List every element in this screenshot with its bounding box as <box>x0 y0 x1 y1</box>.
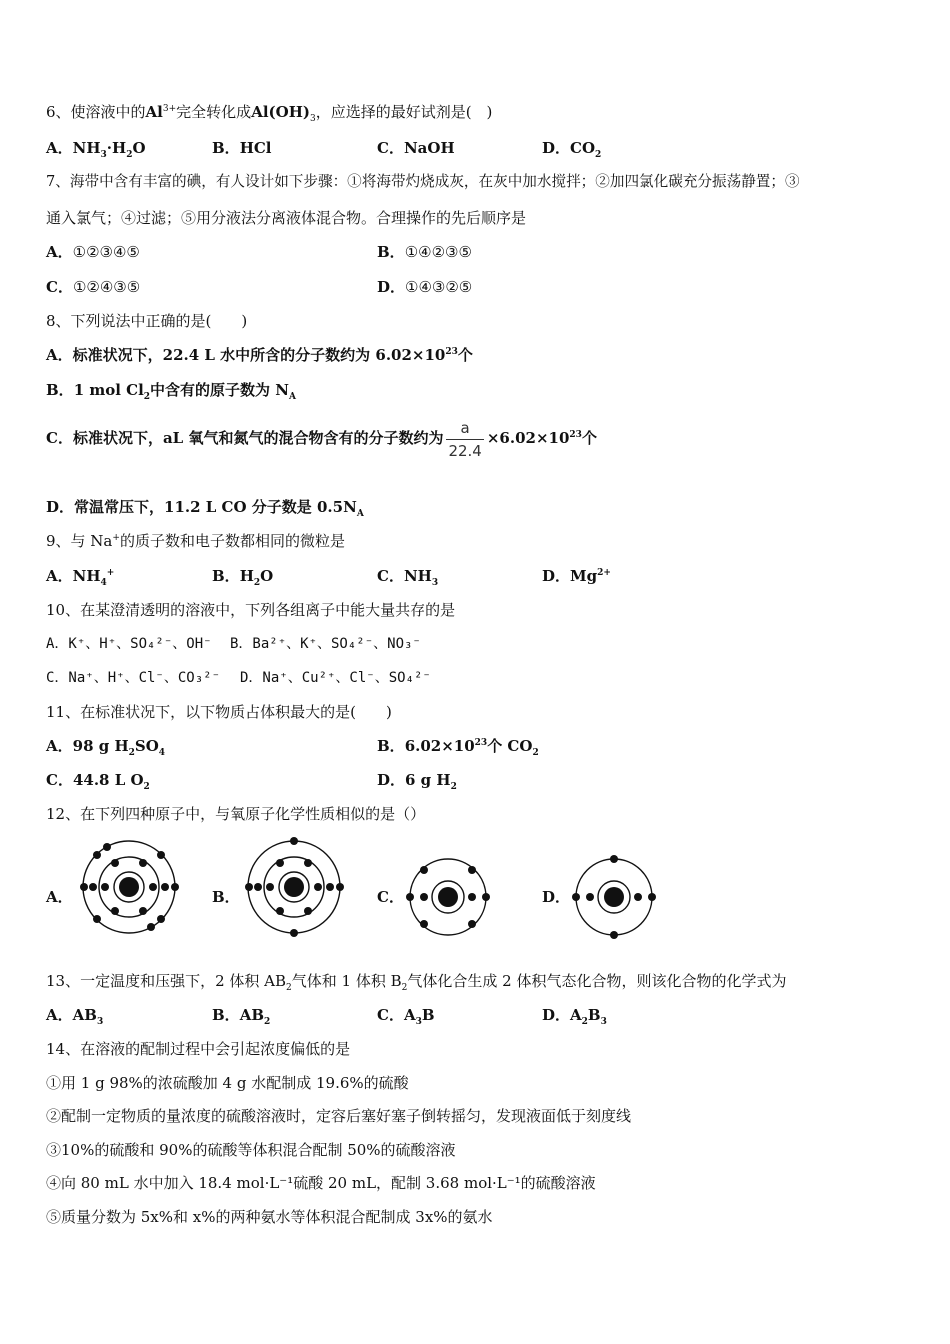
q13-option-d: D．$A_2B_3$ <box>542 1006 607 1027</box>
q14-item-4: ④向 80 mL 水中加入 18.4 mol·L⁻¹硫酸 20 mL，配制 3.68 mol·L⁻¹的硫酸溶液 <box>46 1174 596 1192</box>
q8-option-a: A．标准状况下，22.4 L 水中所含的分子数约为 $6.02\times 10^{23}$个 <box>46 346 473 364</box>
q7-stem-line1: 7、海带中含有丰富的碘，有人设计如下步骤：①将海带灼烧成灰，在灰中加水搅拌；②加四氯化碳充分振荡静置；③ <box>46 173 800 190</box>
q11-option-c: C．44.8 L $O_2$ <box>46 771 150 792</box>
q9-stem: 9、与 Na+的质子数和电子数都相同的微粒是 <box>46 532 345 550</box>
q14-item-1: ①用 1 g 98%的浓硫酸加 4 g 水配制成 19.6%的硫酸 <box>46 1074 409 1092</box>
q13-option-b: B．$AB_2$ <box>212 1006 271 1027</box>
q8-option-b: B．1 mol $Cl_2$中含有的原子数为 $N_A$ <box>46 381 296 402</box>
q10-option-a: A．K⁺、H⁺、SO₄²⁻、OH⁻ <box>46 636 212 652</box>
q7-option-b: B．①④②③⑤ <box>377 243 472 261</box>
q10-option-b: B．Ba²⁺、K⁺、SO₄²⁻、NO₃⁻ <box>230 636 421 652</box>
q11-option-d: D．6 g $H_2$ <box>377 771 457 792</box>
q10-stem: 10、在某澄清透明的溶液中，下列各组离子中能大量共存的是 <box>46 601 456 619</box>
q12-label-c: C． <box>377 888 404 906</box>
q12-label-d: D． <box>542 888 571 906</box>
q13-stem: 13、一定温度和压强下，2 体积 $AB_2$气体和 1 体积 $B_2$气体化合生成 2 体积气态化合物，则该化合物的化学式为 <box>46 972 787 993</box>
q10-option-c: C．Na⁺、H⁺、Cl⁻、CO₃²⁻ <box>46 670 221 686</box>
atom-diagram-c <box>402 852 494 944</box>
q6-option-d: D．$CO_2$ <box>542 139 602 160</box>
q12-label-b: B． <box>212 888 240 906</box>
q7-option-c: C．①②④③⑤ <box>46 278 141 296</box>
q7-option-a: A．①②③④⑤ <box>46 243 140 261</box>
q13-option-a: A．$AB_3$ <box>46 1006 104 1027</box>
q9-option-d: D．$Mg^{2+}$ <box>542 567 611 585</box>
q12-label-a: A． <box>46 888 73 906</box>
q9-option-b: B．$H_2O$ <box>212 567 274 588</box>
q9-option-a: A．$NH_4^+$ <box>46 567 115 588</box>
q8-option-d: D．常温常压下，11.2 L CO 分子数是 $0.5N_A$ <box>46 498 364 519</box>
q9-option-c: C．$NH_3$ <box>377 567 439 588</box>
q7-option-d: D．①④③②⑤ <box>377 278 473 296</box>
atom-diagram-a <box>75 837 185 937</box>
atom-diagram-b <box>240 837 350 937</box>
q11-option-b: B．$6.02\times 10^{23}$个 $CO_2$ <box>377 737 539 758</box>
q12-stem: 12、在下列四种原子中，与氧原子化学性质相似的是（） <box>46 805 426 823</box>
atom-diagram-d <box>568 852 660 944</box>
q6-option-c: C．NaOH <box>377 139 455 157</box>
q6-option-b: B．HCl <box>212 139 272 157</box>
q14-item-5: ⑤质量分数为 5x%和 x%的两种氨水等体积混合配制成 3x%的氨水 <box>46 1208 493 1226</box>
q14-item-3: ③10%的硫酸和 90%的硫酸等体积混合配制 50%的硫酸溶液 <box>46 1141 456 1159</box>
q11-stem: 11、在标准状况下，以下物质占体积最大的是( ) <box>46 703 392 721</box>
q10-option-d: D．Na⁺、Cu²⁺、Cl⁻、SO₄²⁻ <box>240 670 431 686</box>
q6-option-a: A．$NH_3\cdot H_2O$ <box>46 139 146 160</box>
q11-option-a: A．98 g $H_2SO_4$ <box>46 737 166 758</box>
q13-option-c: C．$A_3B$ <box>377 1006 435 1027</box>
q7-stem-line2: 通入氯气；④过滤；⑤用分液法分离液体混合物。合理操作的先后顺序是 <box>46 209 527 227</box>
q14-item-2: ②配制一定物质的量浓度的硫酸溶液时，定容后塞好塞子倒转摇匀，发现液面低于刻度线 <box>46 1107 632 1125</box>
q14-stem: 14、在溶液的配制过程中会引起浓度偏低的是 <box>46 1040 351 1058</box>
q8-stem: 8、下列说法中正确的是( ) <box>46 312 248 330</box>
fraction: $\frac{a}{22.4}$ <box>448 418 482 460</box>
q6-stem: 6、使溶液中的$Al^{3+}$完全转化成$Al(OH)_3$，应选择的最好试剂是( ) <box>46 103 493 124</box>
q8-option-c: C．标准状况下，aL 氧气和氮气的混合物含有的分子数约为 $\frac{a}{22.4}$ $\times 6.02\times 10^{23}$个 <box>46 418 597 460</box>
